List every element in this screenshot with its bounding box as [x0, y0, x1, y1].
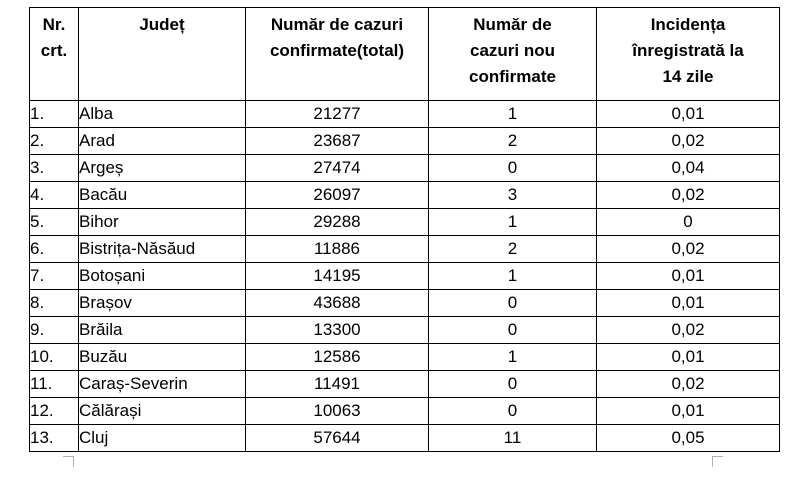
header-line: 14 zile [662, 67, 714, 86]
cell-nr: 11. [30, 371, 79, 398]
cell-new: 0 [429, 290, 597, 317]
cell-new: 0 [429, 398, 597, 425]
cell-new: 2 [429, 128, 597, 155]
cell-judet: Brăila [79, 317, 246, 344]
cell-total: 10063 [246, 398, 429, 425]
cell-nr: 13. [30, 425, 79, 452]
header-line: Număr de [473, 15, 552, 34]
cell-new: 11 [429, 425, 597, 452]
table-row [30, 290, 780, 317]
cell-new: 3 [429, 182, 597, 209]
cell-total: 29288 [246, 209, 429, 236]
cell-judet: Botoșani [79, 263, 246, 290]
header-judet [79, 8, 246, 101]
table-row [30, 398, 780, 425]
table-header-row [30, 8, 780, 101]
cell-nr: 10. [30, 344, 79, 371]
table-row [30, 317, 780, 344]
cell-new: 1 [429, 101, 597, 128]
page-margin-mark-left [63, 456, 74, 467]
header-line: Număr de cazuri [270, 15, 404, 34]
cell-nr: 12. [30, 398, 79, 425]
header-line: cazuri nou [469, 41, 555, 60]
header-line: confirmate(total) [269, 41, 405, 60]
table-row [30, 425, 780, 452]
header-line: înregistrată la [632, 41, 744, 60]
table-row [30, 182, 780, 209]
cell-total: 14195 [246, 263, 429, 290]
header-incidence [597, 8, 780, 101]
cell-incidence: 0,02 [597, 236, 780, 263]
cell-incidence: 0,02 [597, 128, 780, 155]
header-line: confirmate [469, 67, 556, 86]
header-line: Incidența [650, 15, 726, 34]
cell-total: 13300 [246, 317, 429, 344]
table-row [30, 128, 780, 155]
cell-judet: Bacău [79, 182, 246, 209]
cell-nr: 4. [30, 182, 79, 209]
cell-judet: Buzău [79, 344, 246, 371]
cell-incidence: 0,04 [597, 155, 780, 182]
cell-nr: 3. [30, 155, 79, 182]
cell-nr: 6. [30, 236, 79, 263]
cell-nr: 1. [30, 101, 79, 128]
cell-judet: Bihor [79, 209, 246, 236]
header-line: Județ [139, 15, 185, 34]
cell-incidence: 0,01 [597, 290, 780, 317]
table-row [30, 101, 780, 128]
cell-judet: Alba [79, 101, 246, 128]
cell-nr: 8. [30, 290, 79, 317]
cell-new: 0 [429, 155, 597, 182]
cell-total: 23687 [246, 128, 429, 155]
cell-new: 1 [429, 344, 597, 371]
cell-total: 43688 [246, 290, 429, 317]
cell-incidence: 0,02 [597, 317, 780, 344]
cell-incidence: 0,01 [597, 398, 780, 425]
cell-judet: Călărași [79, 398, 246, 425]
header-line: Nr. [42, 15, 66, 34]
cell-judet: Caraș-Severin [79, 371, 246, 398]
header-new-cases [429, 8, 597, 101]
cell-incidence: 0,01 [597, 263, 780, 290]
cell-nr: 7. [30, 263, 79, 290]
cell-nr: 5. [30, 209, 79, 236]
header-line: crt. [40, 41, 68, 60]
cell-incidence: 0,02 [597, 182, 780, 209]
cell-new: 1 [429, 209, 597, 236]
cell-total: 27474 [246, 155, 429, 182]
table-row [30, 371, 780, 398]
cell-judet: Cluj [79, 425, 246, 452]
table-row [30, 209, 780, 236]
header-total-cases [246, 8, 429, 101]
header-nr-crt [30, 8, 79, 101]
cell-judet: Argeș [79, 155, 246, 182]
table-row [30, 263, 780, 290]
covid-cases-table [29, 7, 780, 452]
cell-new: 1 [429, 263, 597, 290]
cell-judet: Arad [79, 128, 246, 155]
cell-new: 2 [429, 236, 597, 263]
cell-total: 57644 [246, 425, 429, 452]
cell-nr: 2. [30, 128, 79, 155]
cell-total: 11491 [246, 371, 429, 398]
cell-incidence: 0,05 [597, 425, 780, 452]
cell-total: 11886 [246, 236, 429, 263]
cell-total: 21277 [246, 101, 429, 128]
cell-judet: Bistrița-Năsăud [79, 236, 246, 263]
cell-incidence: 0 [597, 209, 780, 236]
table-row [30, 344, 780, 371]
cell-judet: Brașov [79, 290, 246, 317]
cell-incidence: 0,01 [597, 101, 780, 128]
cell-new: 0 [429, 371, 597, 398]
cell-nr: 9. [30, 317, 79, 344]
cell-incidence: 0,02 [597, 371, 780, 398]
table-row [30, 155, 780, 182]
cell-total: 12586 [246, 344, 429, 371]
cell-total: 26097 [246, 182, 429, 209]
cell-incidence: 0,01 [597, 344, 780, 371]
table-row [30, 236, 780, 263]
cell-new: 0 [429, 317, 597, 344]
page-margin-mark-right [712, 456, 723, 467]
